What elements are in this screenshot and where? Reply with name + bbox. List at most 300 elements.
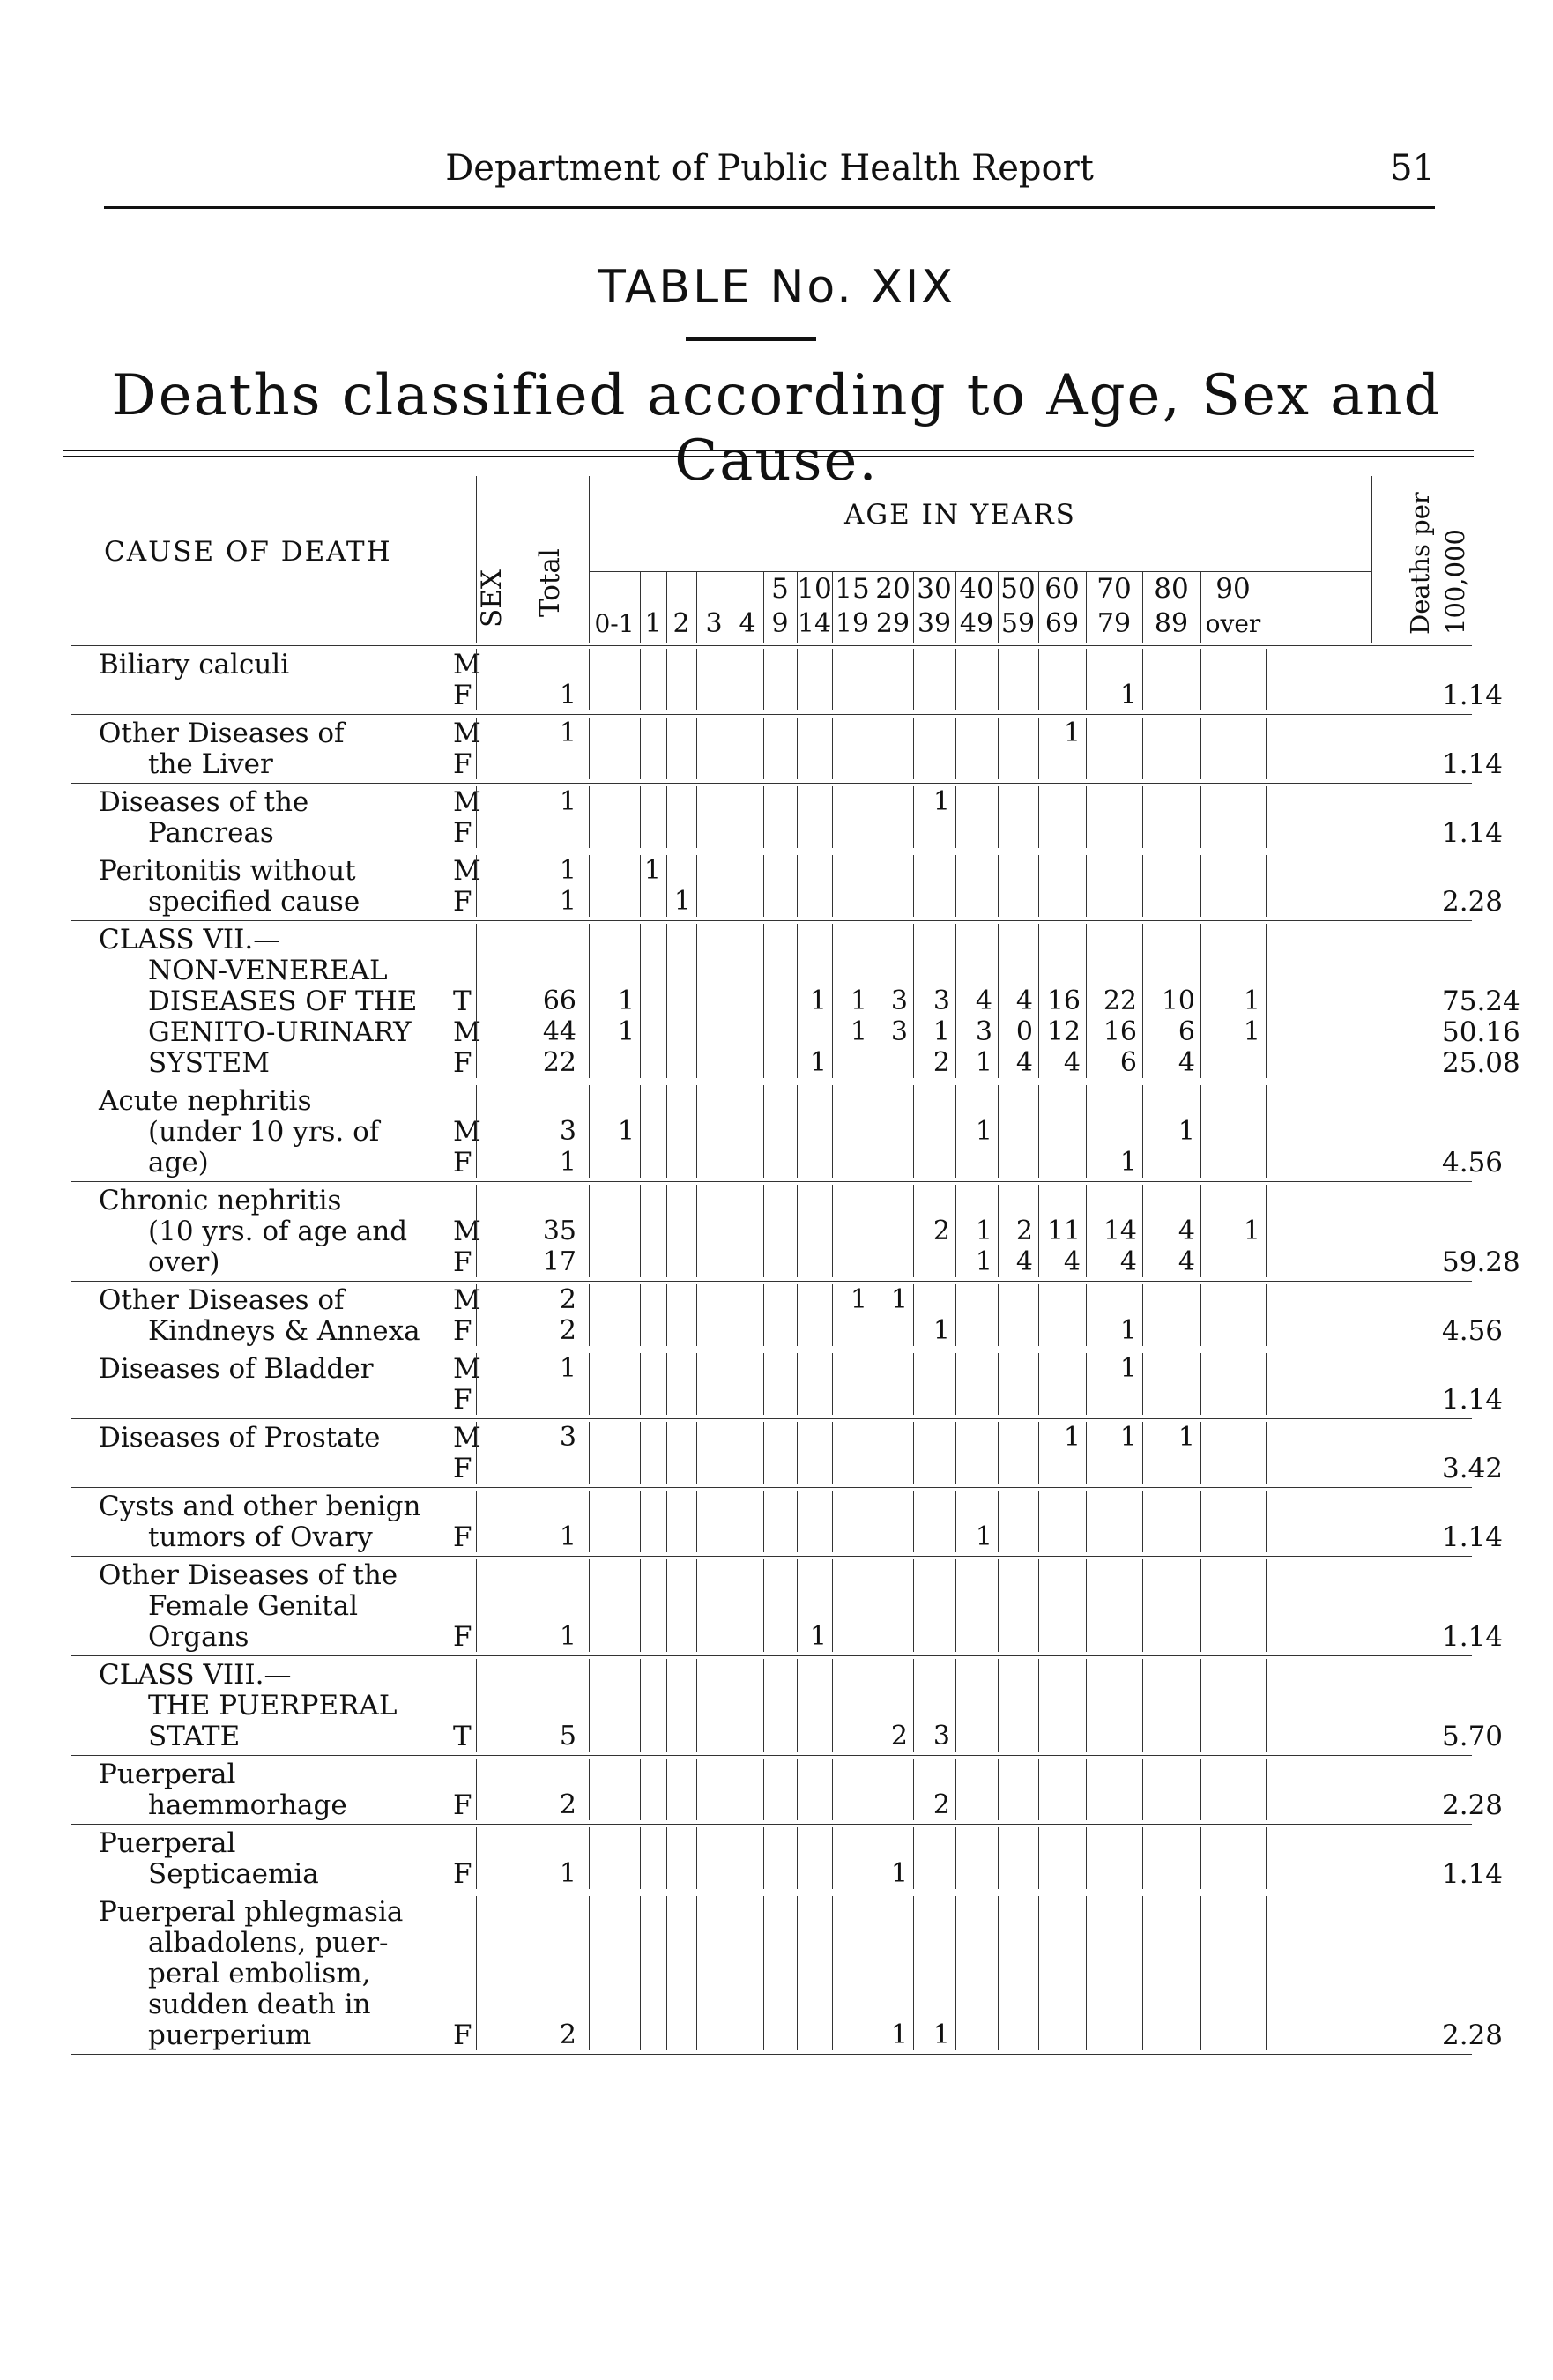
age-divider [832, 924, 833, 1078]
age-group-underline [589, 571, 1371, 572]
age-divider [913, 1085, 914, 1178]
age-divider [797, 1185, 798, 1277]
age-divider [640, 1659, 641, 1752]
age-value: 1 [1178, 1422, 1195, 1453]
sex-label: M [453, 1116, 481, 1148]
row-rule [71, 783, 1472, 784]
age-divider [1142, 1491, 1143, 1552]
rate-value: 1.14 [1442, 748, 1504, 780]
age-bottom-label: 39 [917, 608, 952, 639]
age-divider [1038, 855, 1039, 917]
total-value: 2 [559, 1284, 576, 1315]
age-divider [1266, 1491, 1267, 1552]
cause-line: CLASS VII.— [99, 924, 281, 956]
cause-line: Other Diseases of [99, 718, 345, 749]
cause-line: GENITO-URINARY [148, 1016, 412, 1048]
age-value: 4 [1063, 1246, 1081, 1277]
total-value: 1 [559, 855, 576, 886]
age-divider [998, 1659, 999, 1752]
age-divider [797, 1491, 798, 1552]
sex-label: F [453, 1384, 472, 1416]
age-divider [998, 924, 999, 1078]
age-divider [1038, 1422, 1039, 1484]
title-rule [686, 337, 816, 341]
header-sex-divider [476, 476, 477, 643]
age-divider [763, 649, 764, 710]
total-divider [589, 1827, 590, 1889]
age-divider [955, 1759, 956, 1820]
row-rule [71, 1281, 1472, 1282]
age-divider [666, 1284, 667, 1346]
cause-line: DISEASES OF THE [148, 985, 418, 1017]
age-bottom-label: 9 [771, 608, 789, 639]
age-top-label: 30 [917, 573, 952, 605]
age-value: 1 [809, 985, 827, 1016]
age-value: 4 [1063, 1047, 1081, 1078]
table-top-rule-2 [63, 456, 1474, 457]
age-divider [1038, 1185, 1039, 1277]
age-divider [955, 855, 956, 917]
age-divider [763, 1185, 764, 1277]
table-title: TABLE No. XIX [598, 261, 955, 314]
sex-label: F [453, 680, 472, 711]
age-divider [1200, 1896, 1201, 2050]
age-value: 4 [1015, 985, 1033, 1016]
age-divider [913, 855, 914, 917]
age-divider [696, 1422, 697, 1484]
cause-line: Puerperal phlegmasia [99, 1896, 404, 1928]
rate-value: 2.28 [1442, 886, 1504, 918]
age-divider [1086, 786, 1087, 848]
sex-label: M [453, 1216, 481, 1247]
age-value: 1 [975, 1047, 992, 1078]
age-value: 1 [975, 1246, 992, 1277]
age-top-label: 40 [959, 573, 994, 605]
row-rule [71, 645, 1472, 646]
table-caption: Deaths classified according to Age, Sex and Cause. [111, 363, 1442, 494]
age-value: 1 [673, 886, 691, 917]
age-divider [763, 1491, 764, 1552]
age-divider [696, 1559, 697, 1652]
sex-label: F [453, 817, 472, 849]
row-rule [71, 1556, 1472, 1557]
age-value: 1 [617, 1016, 635, 1047]
age-divider [696, 718, 697, 779]
sex-divider [476, 649, 477, 710]
age-divider [640, 1759, 641, 1820]
age-divider [955, 786, 956, 848]
total-divider [589, 718, 590, 779]
cause-of-death-header: CAUSE OF DEATH [104, 536, 392, 568]
sex-divider [476, 1759, 477, 1820]
age-value: 16 [1046, 985, 1081, 1016]
age-divider [913, 1559, 914, 1652]
age-divider [696, 1185, 697, 1277]
cause-line: Diseases of Prostate [99, 1422, 381, 1454]
age-value: 1 [617, 985, 635, 1016]
age-value: 3 [890, 1016, 908, 1047]
age-divider [797, 1659, 798, 1752]
sex-label: M [453, 1353, 481, 1385]
age-divider [832, 855, 833, 917]
total-value: 2 [559, 1789, 576, 1820]
age-divider [797, 1827, 798, 1889]
age-divider [832, 1896, 833, 2050]
age-bottom-label: 0-1 [594, 609, 635, 638]
age-value: 2 [933, 1047, 950, 1078]
age-divider [955, 924, 956, 1078]
cause-line: THE PUERPERAL [148, 1690, 398, 1722]
age-divider [696, 649, 697, 710]
age-divider [1038, 924, 1039, 1078]
age-divider [913, 1185, 914, 1277]
age-divider [832, 1759, 833, 1820]
total-divider [589, 1491, 590, 1552]
age-divider [1266, 1085, 1267, 1178]
rate-value: 2.28 [1442, 2019, 1504, 2051]
age-divider [1086, 718, 1087, 779]
age-divider [1038, 1659, 1039, 1752]
age-divider [1038, 1559, 1039, 1652]
age-bottom-label: 1 [644, 608, 662, 639]
age-bottom-label: 14 [797, 608, 832, 639]
age-value: 4 [1178, 1216, 1195, 1246]
running-header [104, 148, 1435, 197]
age-top-label: 90 [1215, 573, 1251, 605]
age-divider [763, 1559, 764, 1652]
age-divider [998, 1827, 999, 1889]
age-divider [640, 1284, 641, 1346]
cause-line: Diseases of the [99, 786, 309, 818]
age-divider [832, 649, 833, 710]
total-divider [589, 1422, 590, 1484]
age-divider [998, 786, 999, 848]
sex-divider [476, 924, 477, 1078]
age-divider [696, 1896, 697, 2050]
sex-label: M [453, 855, 481, 887]
row-rule [71, 1755, 1472, 1756]
age-divider [797, 1284, 798, 1346]
age-divider [955, 1491, 956, 1552]
total-value: 1 [559, 1353, 576, 1384]
age-divider [666, 1491, 667, 1552]
age-divider [913, 718, 914, 779]
age-divider [763, 924, 764, 1078]
total-divider [589, 1559, 590, 1652]
age-divider [913, 1827, 914, 1889]
sex-label: F [453, 1621, 472, 1653]
age-bottom-label: over [1205, 609, 1261, 638]
rate-value: 25.08 [1442, 1047, 1520, 1079]
age-divider [696, 1827, 697, 1889]
cause-line: Cysts and other benign [99, 1491, 421, 1522]
age-divider [640, 1353, 641, 1415]
age-value: 3 [933, 985, 950, 1016]
age-divider [1266, 1422, 1267, 1484]
sex-label: F [453, 1246, 472, 1278]
age-divider [1086, 1185, 1087, 1277]
age-divider [1086, 1896, 1087, 2050]
rate-value: 1.14 [1442, 1621, 1504, 1653]
age-divider [955, 1422, 956, 1484]
total-value: 5 [559, 1721, 576, 1752]
sex-label: M [453, 718, 481, 749]
age-value: 4 [975, 985, 992, 1016]
age-divider [797, 1085, 798, 1178]
age-divider [1266, 1896, 1267, 2050]
rate-value: 1.14 [1442, 1858, 1504, 1890]
sex-label: F [453, 886, 472, 918]
age-top-label: 80 [1154, 573, 1189, 605]
rate-value: 1.14 [1442, 680, 1504, 711]
age-value: 11 [1046, 1216, 1081, 1246]
age-divider [1086, 1085, 1087, 1178]
sex-divider [476, 1185, 477, 1277]
age-bottom-label: 3 [705, 608, 723, 639]
age-divider [640, 1185, 641, 1277]
cause-line: Acute nephritis [99, 1085, 312, 1117]
age-divider [832, 1827, 833, 1889]
age-divider [666, 1659, 667, 1752]
rate-value: 3.42 [1442, 1453, 1504, 1484]
age-divider [696, 1353, 697, 1415]
age-divider [763, 1353, 764, 1415]
age-value: 1 [850, 985, 867, 1016]
age-divider [666, 1353, 667, 1415]
age-divider [955, 1284, 956, 1346]
total-value: 17 [542, 1246, 576, 1277]
cause-line: (under 10 yrs. of [148, 1116, 380, 1148]
age-divider [1266, 1284, 1267, 1346]
age-divider [1200, 786, 1201, 848]
age-divider [955, 1827, 956, 1889]
age-value: 1 [809, 1621, 827, 1652]
total-value: 1 [559, 1858, 576, 1889]
age-bottom-label: 2 [672, 608, 690, 639]
age-value: 16 [1103, 1016, 1137, 1047]
age-divider [913, 786, 914, 848]
sex-divider [476, 718, 477, 779]
total-value: 44 [542, 1016, 576, 1047]
age-value: 1 [975, 1521, 992, 1552]
cause-line: Female Genital [148, 1590, 358, 1622]
age-bottom-label: 89 [1154, 608, 1189, 639]
cause-line: Kindneys & Annexa [148, 1315, 420, 1347]
age-divider [998, 718, 999, 779]
age-divider [1086, 1284, 1087, 1346]
cause-line: Diseases of Bladder [99, 1353, 374, 1385]
age-divider [1200, 718, 1201, 779]
total-value: 1 [559, 1147, 576, 1178]
age-value: 1 [850, 1284, 867, 1315]
age-divider [763, 1085, 764, 1178]
age-divider [1142, 786, 1143, 848]
age-divider [763, 1759, 764, 1820]
age-divider [640, 786, 641, 848]
age-divider [1266, 1559, 1267, 1652]
age-divider [1200, 649, 1201, 710]
sex-label: F [453, 1789, 472, 1821]
age-top-label: 70 [1096, 573, 1132, 605]
age-divider [998, 1422, 999, 1484]
age-divider [1142, 649, 1143, 710]
age-divider [1200, 924, 1201, 1078]
sex-divider [476, 855, 477, 917]
age-divider [1266, 1827, 1267, 1889]
cause-line: Biliary calculi [99, 649, 290, 681]
age-value: 3 [890, 985, 908, 1016]
age-value: 1 [890, 2019, 908, 2050]
age-divider [797, 786, 798, 848]
deaths-per-header-2: 100,000 [1440, 529, 1470, 635]
sex-divider [476, 1827, 477, 1889]
sex-label: M [453, 1284, 481, 1316]
age-divider [913, 1284, 914, 1346]
age-divider [1200, 1353, 1201, 1415]
age-divider [832, 1284, 833, 1346]
age-divider [797, 1896, 798, 2050]
age-divider [998, 855, 999, 917]
age-value: 4 [1119, 1246, 1137, 1277]
age-divider [763, 855, 764, 917]
age-divider [832, 1491, 833, 1552]
age-divider [832, 1559, 833, 1652]
age-divider [832, 1185, 833, 1277]
age-divider [666, 1085, 667, 1178]
sex-divider [476, 1353, 477, 1415]
age-divider [955, 1185, 956, 1277]
age-divider [666, 718, 667, 779]
sex-label: F [453, 748, 472, 780]
sex-divider [476, 1659, 477, 1752]
cause-line: puerperium [148, 2019, 312, 2051]
total-divider [589, 649, 590, 710]
sex-label: F [453, 1147, 472, 1179]
row-rule [71, 920, 1472, 921]
age-divider [955, 1559, 956, 1652]
age-divider [1038, 1353, 1039, 1415]
age-value: 1 [1178, 1116, 1195, 1147]
age-divider [998, 1559, 999, 1652]
age-divider [1086, 855, 1087, 917]
cause-line: sudden death in [148, 1989, 371, 2020]
sex-divider [476, 1559, 477, 1652]
sex-label: F [453, 2019, 472, 2051]
total-value: 1 [559, 718, 576, 748]
cause-line: STATE [148, 1721, 241, 1752]
sex-label: F [453, 1453, 472, 1484]
age-divider [1086, 924, 1087, 1078]
age-divider [1200, 1422, 1201, 1484]
sex-label: F [453, 1521, 472, 1553]
age-divider [998, 1353, 999, 1415]
cause-line: Chronic nephritis [99, 1185, 342, 1216]
age-divider [1266, 1353, 1267, 1415]
age-value: 4 [1178, 1047, 1195, 1078]
age-top-label: 10 [797, 573, 832, 605]
sex-label: M [453, 786, 481, 818]
age-divider [1266, 649, 1267, 710]
age-divider [1086, 1759, 1087, 1820]
sex-label: M [453, 1422, 481, 1454]
age-divider [1200, 1827, 1201, 1889]
cause-line: Puerperal [99, 1759, 236, 1790]
age-divider [1266, 786, 1267, 848]
cause-line: CLASS VIII.— [99, 1659, 292, 1691]
age-value: 1 [1119, 1353, 1137, 1384]
age-divider [1142, 1185, 1143, 1277]
age-value: 3 [933, 1721, 950, 1752]
row-rule [71, 1487, 1472, 1488]
age-divider [640, 1085, 641, 1178]
rate-value: 5.70 [1442, 1721, 1504, 1752]
age-divider [666, 1185, 667, 1277]
age-divider [696, 1659, 697, 1752]
age-divider [913, 1659, 914, 1752]
age-divider [1200, 1491, 1201, 1552]
age-divider [1086, 1827, 1087, 1889]
age-divider [955, 1085, 956, 1178]
age-value: 4 [1015, 1047, 1033, 1078]
cause-line: Puerperal [99, 1827, 236, 1859]
age-divider [998, 1284, 999, 1346]
age-divider [696, 786, 697, 848]
age-bottom-label: 19 [835, 608, 870, 639]
age-divider [1142, 1353, 1143, 1415]
age-divider [955, 718, 956, 779]
age-value: 4 [1178, 1246, 1195, 1277]
age-value: 6 [1178, 1016, 1195, 1047]
age-value: 1 [933, 2019, 950, 2050]
age-top-label: 5 [771, 573, 789, 605]
age-divider [998, 1759, 999, 1820]
age-divider [1200, 855, 1201, 917]
age-value: 1 [975, 1116, 992, 1147]
age-divider [666, 1559, 667, 1652]
total-value: 3 [559, 1116, 576, 1147]
sex-label: M [453, 649, 481, 681]
age-bottom-label: 4 [739, 608, 756, 639]
total-value: 66 [542, 985, 576, 1016]
age-divider [1200, 1759, 1201, 1820]
cause-line: Other Diseases of [99, 1284, 345, 1316]
age-divider [1038, 1896, 1039, 2050]
age-divider [1086, 1659, 1087, 1752]
age-divider [640, 1896, 641, 2050]
sex-label: F [453, 1315, 472, 1347]
age-divider [1200, 1085, 1201, 1178]
total-value: 1 [559, 1621, 576, 1652]
sex-label: M [453, 1016, 481, 1048]
cause-line: NON-VENEREAL [148, 955, 388, 986]
age-divider [832, 718, 833, 779]
age-divider [1266, 1185, 1267, 1277]
age-divider [696, 1284, 697, 1346]
age-divider [640, 1827, 641, 1889]
cause-line: Septicaemia [148, 1858, 319, 1890]
age-value: 2 [933, 1789, 950, 1820]
age-divider [955, 1659, 956, 1752]
header-rule [104, 206, 1435, 209]
sex-label: T [453, 985, 472, 1017]
row-rule [71, 1181, 1472, 1182]
age-value: 1 [933, 1315, 950, 1346]
rate-value: 1.14 [1442, 817, 1504, 849]
age-divider [763, 718, 764, 779]
age-divider [832, 1353, 833, 1415]
sex-divider [476, 1284, 477, 1346]
age-value: 2 [890, 1721, 908, 1752]
